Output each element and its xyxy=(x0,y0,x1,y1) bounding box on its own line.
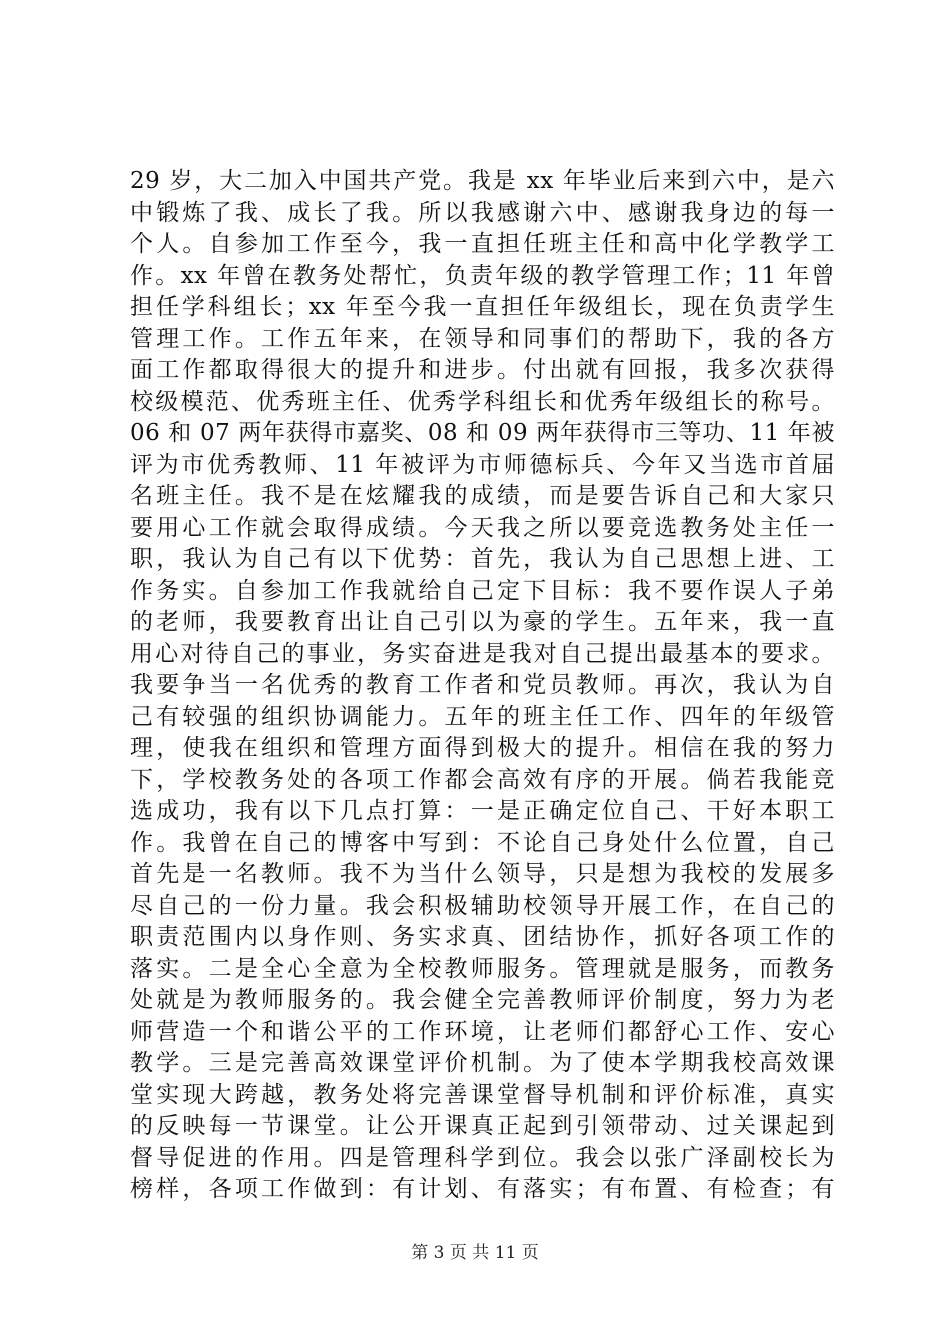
text-line: 作务实。自参加工作我就给自己定下目标：我不要作误人子弟 xyxy=(130,577,835,604)
text-line: 榜样，各项工作做到：有计划、有落实；有布置、有检查；有 xyxy=(130,1176,835,1202)
text-line: 我要争当一名优秀的教育工作者和党员教师。再次，我认为自 xyxy=(130,672,835,698)
text-line: 下，学校教务处的各项工作都会高效有序的开展。倘若我能竞 xyxy=(130,766,835,793)
text-line: 要用心工作就会取得成绩。今天我之所以要竞选教务处主任一 xyxy=(130,514,835,541)
text-line: 担任学科组长；xx 年至今我一直担任年级组长，现在负责学生 xyxy=(130,294,835,320)
text-line: 首先是一名教师。我不为当什么领导，只是想为我校的发展多 xyxy=(130,861,835,887)
text-line: 职，我认为自己有以下优势：首先，我认为自己思想上进、工 xyxy=(130,546,835,572)
text-line: 尽自己的一份力量。我会积极辅助校领导开展工作，在自己的 xyxy=(130,892,835,919)
text-line: 面工作都取得很大的提升和进步。付出就有回报，我多次获得 xyxy=(130,357,835,383)
text-line: 29 岁，大二加入中国共产党。我是 xx 年毕业后来到六中，是六 xyxy=(130,168,835,194)
text-line: 己有较强的组织协调能力。五年的班主任工作、四年的年级管 xyxy=(130,703,835,730)
text-line: 管理工作。工作五年来，在领导和同事们的帮助下，我的各方 xyxy=(130,325,835,352)
text-line: 作。我曾在自己的博客中写到：不论自己身处什么位置，自己 xyxy=(130,829,835,856)
text-line: 选成功，我有以下几点打算：一是正确定位自己、干好本职工 xyxy=(130,798,835,824)
text-line: 06 和 07 两年获得市嘉奖、08 和 09 两年获得市三等功、11 年被 xyxy=(130,420,835,446)
text-line: 评为市优秀教师、11 年被评为市师德标兵、今年又当选市首届 xyxy=(130,451,835,478)
text-line: 教学。三是完善高效课堂评价机制。为了使本学期我校高效课 xyxy=(130,1050,835,1076)
text-line: 用心对待自己的事业，务实奋进是我对自己提出最基本的要求。 xyxy=(130,640,835,667)
text-line: 名班主任。我不是在炫耀我的成绩，而是要告诉自己和大家只 xyxy=(130,483,835,509)
body-text xyxy=(130,166,835,1206)
text-line: 督导促进的作用。四是管理科学到位。我会以张广泽副校长为 xyxy=(130,1144,835,1171)
text-line: 的反映每一节课堂。让公开课真正起到引领带动、过关课起到 xyxy=(130,1113,835,1139)
text-line: 个人。自参加工作至今，我一直担任班主任和高中化学教学工 xyxy=(130,231,835,257)
text-line: 师营造一个和谐公平的工作环境，让老师们都舒心工作、安心 xyxy=(130,1018,835,1045)
text-line: 校级模范、优秀班主任、优秀学科组长和优秀年级组长的称号。 xyxy=(130,388,835,415)
text-line: 理，使我在组织和管理方面得到极大的提升。相信在我的努力 xyxy=(130,735,835,761)
text-line: 处就是为教师服务的。我会健全完善教师评价制度，努力为老 xyxy=(130,987,835,1013)
text-line: 的老师，我要教育出让自己引以为豪的学生。五年来，我一直 xyxy=(130,609,835,635)
text-line: 职责范围内以身作则、务实求真、团结协作，抓好各项工作的 xyxy=(130,924,835,950)
text-line: 堂实现大跨越，教务处将完善课堂督导机制和评价标准，真实 xyxy=(130,1081,835,1108)
text-line: 作。xx 年曾在教务处帮忙，负责年级的教学管理工作；11 年曾 xyxy=(130,262,835,289)
text-line: 落实。二是全心全意为全校教师服务。管理就是服务，而教务 xyxy=(130,955,835,982)
page-footer: 第 3 页 共 11 页 xyxy=(411,1243,539,1263)
text-line: 中锻炼了我、成长了我。所以我感谢六中、感谢我身边的每一 xyxy=(130,199,835,226)
